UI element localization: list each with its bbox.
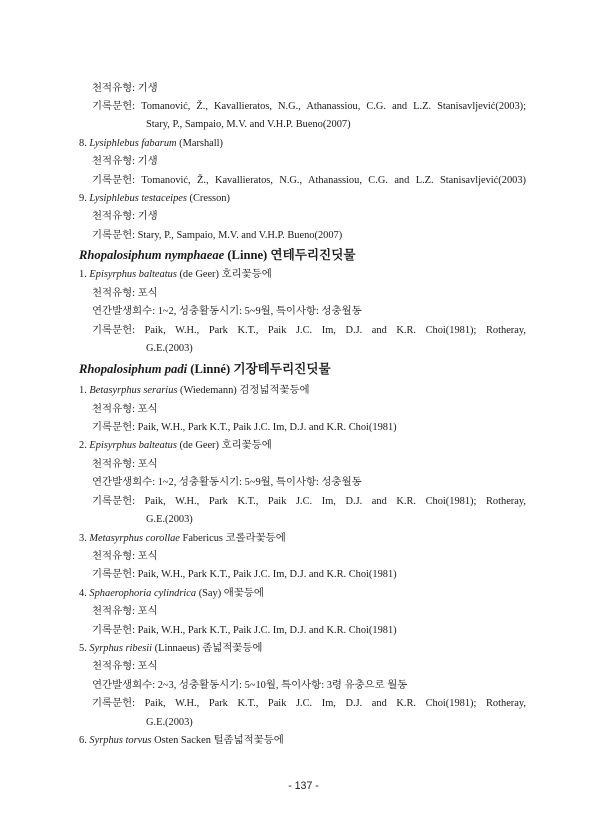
species-scientific-name: Syrphus torvus bbox=[89, 735, 152, 746]
entry-number: 9. bbox=[79, 193, 87, 204]
entry-number: 4. bbox=[79, 588, 87, 599]
species-author: Osten Sacken 털좀넓적꽃등에 bbox=[151, 735, 284, 746]
aphid-heading bbox=[79, 361, 331, 377]
species-entry-title bbox=[79, 587, 264, 601]
reference-continuation: Stary, P., Sampaio, M.V. and V.H.P. Bueno(2007) bbox=[146, 119, 351, 130]
entry-number: 3. bbox=[79, 533, 87, 544]
entry-number: 6. bbox=[79, 735, 87, 746]
species-author: (de Geer) 호리꽃등에 bbox=[176, 440, 272, 451]
species-scientific-name: Lysiphlebus fabarum bbox=[89, 138, 177, 149]
aphid-scientific-name: Rhopalosiphum padi bbox=[79, 362, 188, 376]
reference-line: 기록문헌: Paik, W.H., Park K.T., Paik J.C. Im, D.J. and K.R. Choi(1981) bbox=[92, 569, 397, 580]
reference-line: 기록문헌: Tomanović, Ž., Kavallieratos, N.G., Athanassiou, C.G. and L.Z. Stanisavljević(2003) bbox=[92, 175, 526, 186]
species-author: Fabericus 코롤라꽃등에 bbox=[179, 533, 286, 544]
species-scientific-name: Sphaerophoria cylindrica bbox=[89, 588, 197, 599]
annual-generation-line: 연간발생회수: 1~2, 성충활동시기: 5~9월, 특이사항: 성충월동 bbox=[92, 477, 362, 488]
species-scientific-name: Syrphus ribesii bbox=[89, 643, 153, 654]
aphid-heading bbox=[79, 247, 356, 263]
species-entry-title bbox=[79, 192, 230, 206]
reference-line: 기록문헌: Paik, W.H., Park K.T., Paik J.C. Im, D.J. and K.R. Choi(1981); Rotheray, bbox=[92, 325, 526, 336]
enemy-type-line: 천적유형: 포식 bbox=[92, 459, 158, 470]
reference-continuation: G.E.(2003) bbox=[146, 343, 193, 354]
species-entry-title bbox=[79, 532, 286, 546]
species-author: (de Geer) 호리꽃등에 bbox=[176, 269, 272, 280]
entry-number: 1. bbox=[79, 269, 87, 280]
reference-continuation: G.E.(2003) bbox=[146, 514, 193, 525]
enemy-type-line: 천적유형: 포식 bbox=[92, 606, 158, 617]
reference-continuation: G.E.(2003) bbox=[146, 717, 193, 728]
species-scientific-name: Episyrphus balteatus bbox=[89, 440, 177, 451]
entry-number: 2. bbox=[79, 440, 87, 451]
entry-number: 1. bbox=[79, 385, 87, 396]
reference-line: 기록문헌: Tomanović, Ž., Kavallieratos, N.G., Athanassiou, C.G. and L.Z. Stanisavljević(2003); bbox=[92, 101, 526, 112]
annual-generation-line: 연간발생회수: 2~3, 성충활동시기: 5~10월, 특이사항: 3령 유충으로 월동 bbox=[92, 680, 408, 691]
species-scientific-name: Episyrphus balteatus bbox=[89, 269, 177, 280]
species-author: (Wiedemann) 검정넓적꽃등에 bbox=[177, 385, 310, 396]
species-author: (Linnaeus) 좀넓적꽃등에 bbox=[152, 643, 263, 654]
reference-line: 기록문헌: Paik, W.H., Park K.T., Paik J.C. Im, D.J. and K.R. Choi(1981); Rotheray, bbox=[92, 496, 526, 507]
species-entry-title bbox=[79, 137, 223, 151]
species-scientific-name: Lysiphlebus testaceipes bbox=[89, 193, 187, 204]
aphid-common-name: (Linné) 기장테두리진딧물 bbox=[187, 362, 331, 376]
enemy-type-line: 천적유형: 기생 bbox=[92, 156, 158, 167]
species-entry-title bbox=[79, 268, 272, 282]
reference-line: 기록문헌: Stary, P., Sampaio, M.V. and V.H.P. Bueno(2007) bbox=[92, 230, 343, 241]
species-author: (Say) 애꽃등에 bbox=[196, 588, 264, 599]
species-scientific-name: Betasyrphus serarius bbox=[89, 385, 178, 396]
aphid-scientific-name: Rhopalosiphum nymphaeae bbox=[79, 248, 225, 262]
enemy-type-line: 천적유형: 포식 bbox=[92, 551, 158, 562]
species-author: (Cresson) bbox=[186, 193, 230, 204]
species-entry-title bbox=[79, 439, 272, 453]
species-entry-title bbox=[79, 642, 262, 656]
entry-number: 5. bbox=[79, 643, 87, 654]
species-scientific-name: Metasyrphus corollae bbox=[89, 533, 180, 544]
annual-generation-line: 연간발생회수: 1~2, 성충활동시기: 5~9월, 특이사항: 성충월동 bbox=[92, 306, 362, 317]
species-entry-title bbox=[79, 384, 310, 398]
species-author: (Marshall) bbox=[176, 138, 224, 149]
enemy-type-line: 천적유형: 포식 bbox=[92, 404, 158, 415]
reference-line: 기록문헌: Paik, W.H., Park K.T., Paik J.C. Im, D.J. and K.R. Choi(1981) bbox=[92, 422, 397, 433]
reference-line: 기록문헌: Paik, W.H., Park K.T., Paik J.C. Im, D.J. and K.R. Choi(1981); Rotheray, bbox=[92, 698, 526, 709]
enemy-type-line: 천적유형: 기생 bbox=[92, 83, 158, 94]
aphid-common-name: (Linne) 연테두리진딧물 bbox=[224, 248, 356, 262]
enemy-type-line: 천적유형: 포식 bbox=[92, 288, 158, 299]
enemy-type-line: 천적유형: 포식 bbox=[92, 661, 158, 672]
reference-line: 기록문헌: Paik, W.H., Park K.T., Paik J.C. Im, D.J. and K.R. Choi(1981) bbox=[92, 625, 397, 636]
entry-number: 8. bbox=[79, 138, 87, 149]
page-number: - 137 - bbox=[288, 780, 319, 792]
species-entry-title bbox=[79, 734, 284, 748]
enemy-type-line: 천적유형: 기생 bbox=[92, 211, 158, 222]
